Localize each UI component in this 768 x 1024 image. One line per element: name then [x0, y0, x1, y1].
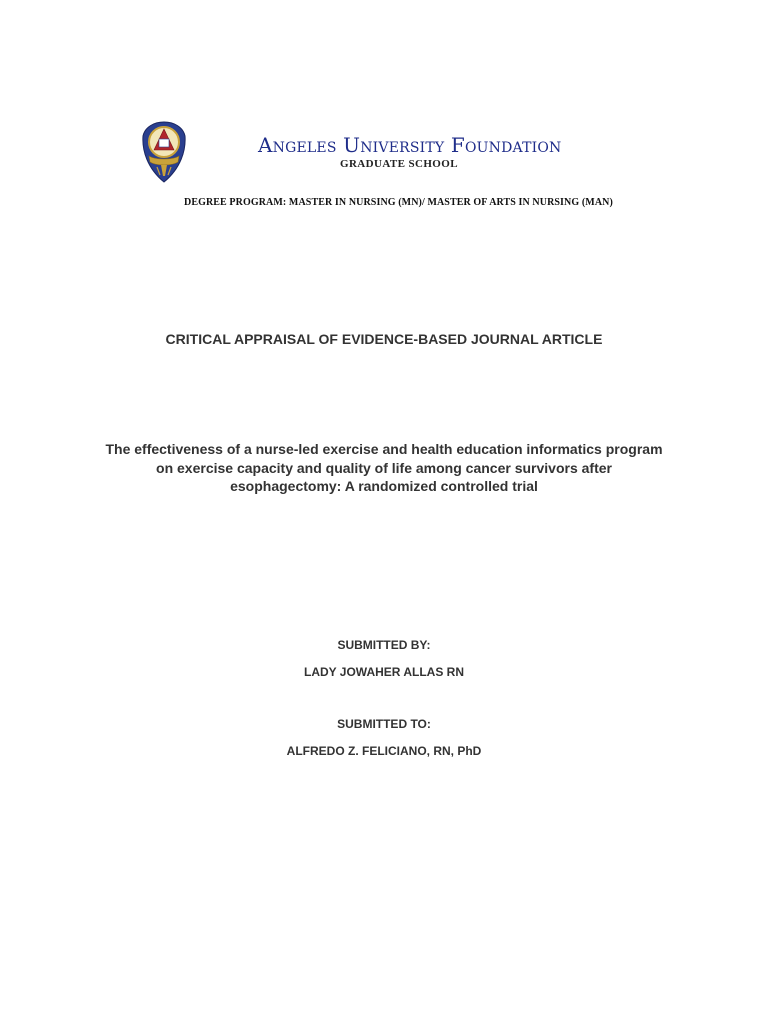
submitted-to-name: ALFREDO Z. FELICIANO, RN, PhD: [286, 744, 482, 758]
article-title: The effectiveness of a nurse-led exercise and health education informatics program on exercise capacity and quality of life among cancer survivors after esophagectomy: A randomized controlled trial: [105, 441, 663, 494]
degree-program: DEGREE PROGRAM: MASTER IN NURSING (MN)/ MASTER OF ARTS IN NURSING (MAN): [184, 197, 613, 208]
submitted-by-label: SUBMITTED BY:: [337, 638, 431, 652]
document-heading: CRITICAL APPRAISAL OF EVIDENCE-BASED JOURNAL ARTICLE: [165, 331, 603, 347]
university-seal-icon: [141, 120, 187, 184]
submitted-by-name: LADY JOWAHER ALLAS RN: [303, 665, 464, 679]
submitted-to-label: SUBMITTED TO:: [337, 717, 431, 731]
school-name: GRADUATE SCHOOL: [340, 158, 458, 170]
university-name: Angeles University Foundation: [258, 133, 562, 157]
